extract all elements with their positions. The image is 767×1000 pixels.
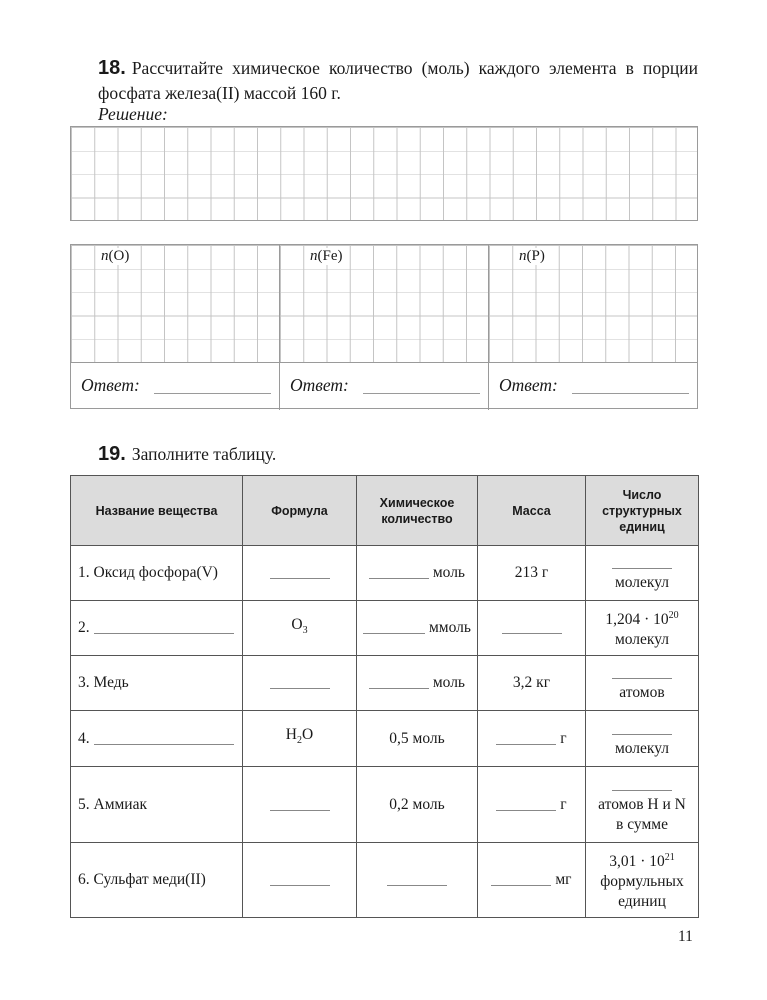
task-19-statement: [98, 442, 698, 467]
cell-units: $1,204 \cdot 10^{20}$ молекул: [586, 601, 699, 656]
table-row: [71, 601, 699, 656]
table-row: [71, 767, 699, 843]
blank-field[interactable]: [270, 872, 330, 886]
cell-formula: $O_3$: [243, 601, 357, 656]
blank-field[interactable]: [369, 565, 429, 579]
answer-label: Ответ:: [81, 375, 140, 395]
cell-amount: 0,5 моль: [357, 711, 478, 767]
substances-table: [70, 475, 699, 918]
unit-text: ммоль: [428, 619, 471, 636]
answer-line-fe[interactable]: [363, 393, 480, 394]
table-row: [71, 656, 699, 711]
cell-amount: [357, 546, 478, 601]
table-row: [71, 546, 699, 601]
blank-field[interactable]: [387, 872, 447, 886]
answer-row: [71, 362, 697, 409]
blank-field[interactable]: [612, 721, 672, 735]
cell-amount: [357, 843, 478, 918]
answer-label: Ответ:: [290, 375, 349, 395]
cell-name: 3. Медь: [71, 656, 243, 711]
cell-name: 2.: [71, 601, 243, 656]
cell-formula: [243, 546, 357, 601]
cell-amount: 0,2 моль: [357, 767, 478, 843]
cell-units: $3,01 \cdot 10^{21}$ формульных единиц: [586, 843, 699, 918]
label-n-fe: n(Fe): [310, 248, 343, 264]
header-amount: Химическое количество: [357, 476, 478, 546]
unit-text: моль: [432, 674, 466, 691]
answer-cell-fe: [280, 363, 489, 410]
blank-field[interactable]: [502, 620, 562, 634]
label-n-o: n(O): [101, 248, 130, 264]
header-name: Название вещества: [71, 476, 243, 546]
grid-n-o[interactable]: [71, 245, 280, 362]
task-19-number: 19.: [98, 443, 126, 465]
cell-formula: $H_2O$: [243, 711, 357, 767]
cell-units: атомов H и N в сумме: [586, 767, 699, 843]
grid-n-p[interactable]: [489, 245, 697, 362]
label-n-p: n(P): [519, 248, 545, 264]
cell-name: 4.: [71, 711, 243, 767]
cell-mass: мг: [478, 843, 586, 918]
cell-mass: 213 г: [478, 546, 586, 601]
solution-grid[interactable]: [70, 126, 698, 221]
blank-field[interactable]: [94, 620, 234, 634]
answer-label: Ответ:: [499, 375, 558, 395]
cell-formula: [243, 843, 357, 918]
blank-field[interactable]: [369, 675, 429, 689]
cell-formula: [243, 767, 357, 843]
blank-field[interactable]: [270, 565, 330, 579]
blank-field[interactable]: [612, 777, 672, 791]
blank-field[interactable]: [270, 675, 330, 689]
cell-mass: 3,2 кг: [478, 656, 586, 711]
task-18-number: 18.: [98, 57, 126, 79]
answers-grid: [70, 244, 698, 409]
cell-formula: [243, 656, 357, 711]
cell-name: 1. Оксид фосфора(V): [71, 546, 243, 601]
units-text: молекул: [614, 574, 670, 591]
task-19-text: Заполните таблицу.: [131, 444, 277, 464]
blank-field[interactable]: [491, 872, 551, 886]
cell-mass: [478, 601, 586, 656]
cell-amount: [357, 656, 478, 711]
grid-n-fe[interactable]: [280, 245, 489, 362]
unit-text: моль: [432, 564, 466, 581]
solution-label: Решение:: [98, 104, 168, 124]
blank-field[interactable]: [612, 555, 672, 569]
blank-field[interactable]: [270, 797, 330, 811]
answer-cell-o: [71, 363, 280, 410]
header-mass: Масса: [478, 476, 586, 546]
cell-name: 6. Сульфат меди(II): [71, 843, 243, 918]
blank-field[interactable]: [363, 620, 425, 634]
answer-cell-p: [489, 363, 697, 410]
cell-units: атомов: [586, 656, 699, 711]
task-18-statement: [98, 56, 698, 106]
blank-field[interactable]: [612, 665, 672, 679]
table-header-row: [71, 476, 699, 546]
cell-mass: г: [478, 711, 586, 767]
answer-line-o[interactable]: [154, 393, 271, 394]
blank-field[interactable]: [496, 797, 556, 811]
table-row: [71, 711, 699, 767]
cell-mass: г: [478, 767, 586, 843]
header-units: Число структурных единиц: [586, 476, 699, 546]
page-number: 11: [678, 928, 693, 945]
table-row: [71, 843, 699, 918]
cell-units: [586, 546, 699, 601]
cell-name: 5. Аммиак: [71, 767, 243, 843]
cell-units: молекул: [586, 711, 699, 767]
answer-line-p[interactable]: [572, 393, 689, 394]
cell-amount: [357, 601, 478, 656]
blank-field[interactable]: [496, 731, 556, 745]
blank-field[interactable]: [94, 731, 234, 745]
header-formula: Формула: [243, 476, 357, 546]
task-18-text: Рассчитайте химическое количество (моль) каждого элемента в порции фосфата железа(II) массой 160 г.: [98, 58, 698, 103]
